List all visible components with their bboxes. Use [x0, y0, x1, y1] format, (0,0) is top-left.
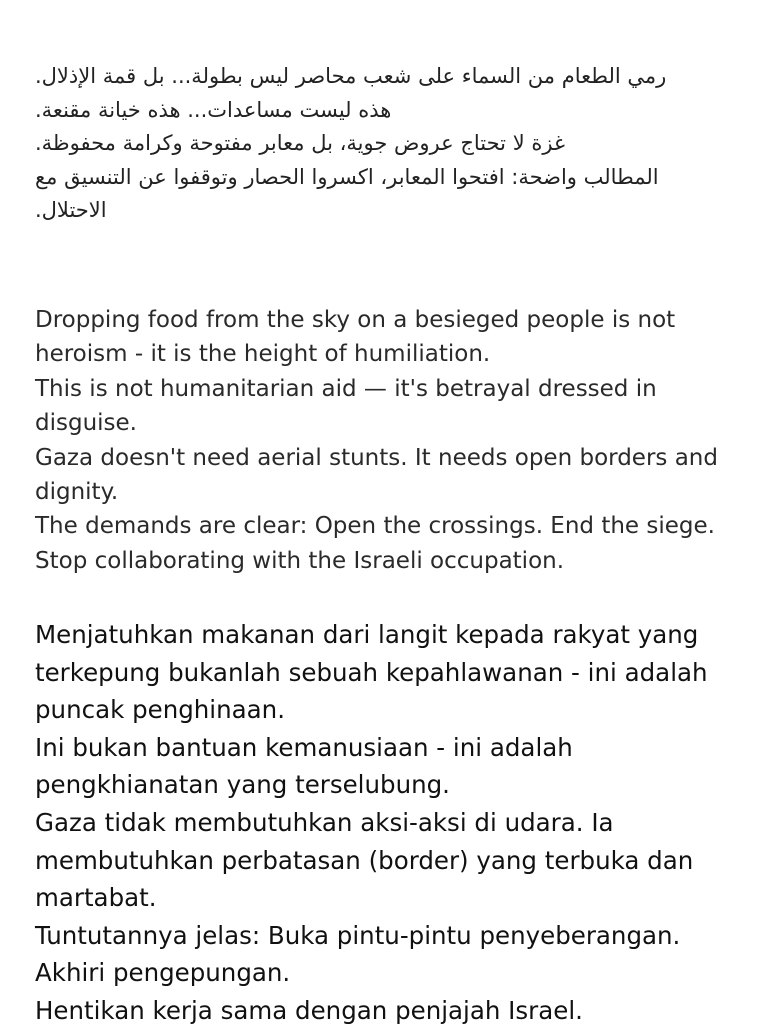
- arabic-line: رمي الطعام من السماء على شعب محاصر ليس بطولة... بل قمة الإذلال.: [35, 64, 667, 88]
- arabic-line: هذه ليست مساعدات... هذه خيانة مقنعة.: [35, 97, 392, 122]
- english-line: Gaza doesn't need aerial stunts. It needs open borders and dignity.: [35, 444, 718, 506]
- english-line: Dropping food from the sky on a besieged people is not heroism - it is the height of humiliation.: [35, 307, 676, 368]
- english-line: The demands are clear: Open the crossings. End the siege. Stop collaborating with the Israeli occupation.: [35, 513, 715, 574]
- indonesian-line: Hentikan kerja sama dengan penjajah Israel.: [35, 995, 583, 1025]
- arabic-text-block: [35, 60, 695, 228]
- arabic-line: غزة لا تحتاج عروض جوية، بل معابر مفتوحة وكرامة محفوظة.: [35, 131, 565, 155]
- indonesian-line: Menjatuhkan makanan dari langit kepada rakyat yang terkepung bukanlah sebuah kepahlawanan - ini adalah puncak penghinaan.: [35, 620, 708, 725]
- english-line: This is not humanitarian aid — it's betrayal dressed in disguise.: [35, 375, 657, 437]
- arabic-line: المطالب واضحة: افتحوا المعابر، اكسروا الحصار وتوقفوا عن التنسيق مع الاحتلال.: [35, 164, 659, 222]
- indonesian-line: Gaza tidak membutuhkan aksi-aksi di udara. Ia membutuhkan perbatasan (border) yang terbuka dan martabat.: [35, 807, 694, 913]
- english-text-block: [35, 303, 735, 578]
- indonesian-line: Ini bukan bantuan kemanusiaan - ini adalah pengkhianatan yang terselubung.: [35, 732, 573, 800]
- indonesian-text-block: [35, 616, 735, 1030]
- indonesian-line: Tuntutannya jelas: Buka pintu-pintu penyeberangan. Akhiri pengepungan.: [35, 920, 681, 988]
